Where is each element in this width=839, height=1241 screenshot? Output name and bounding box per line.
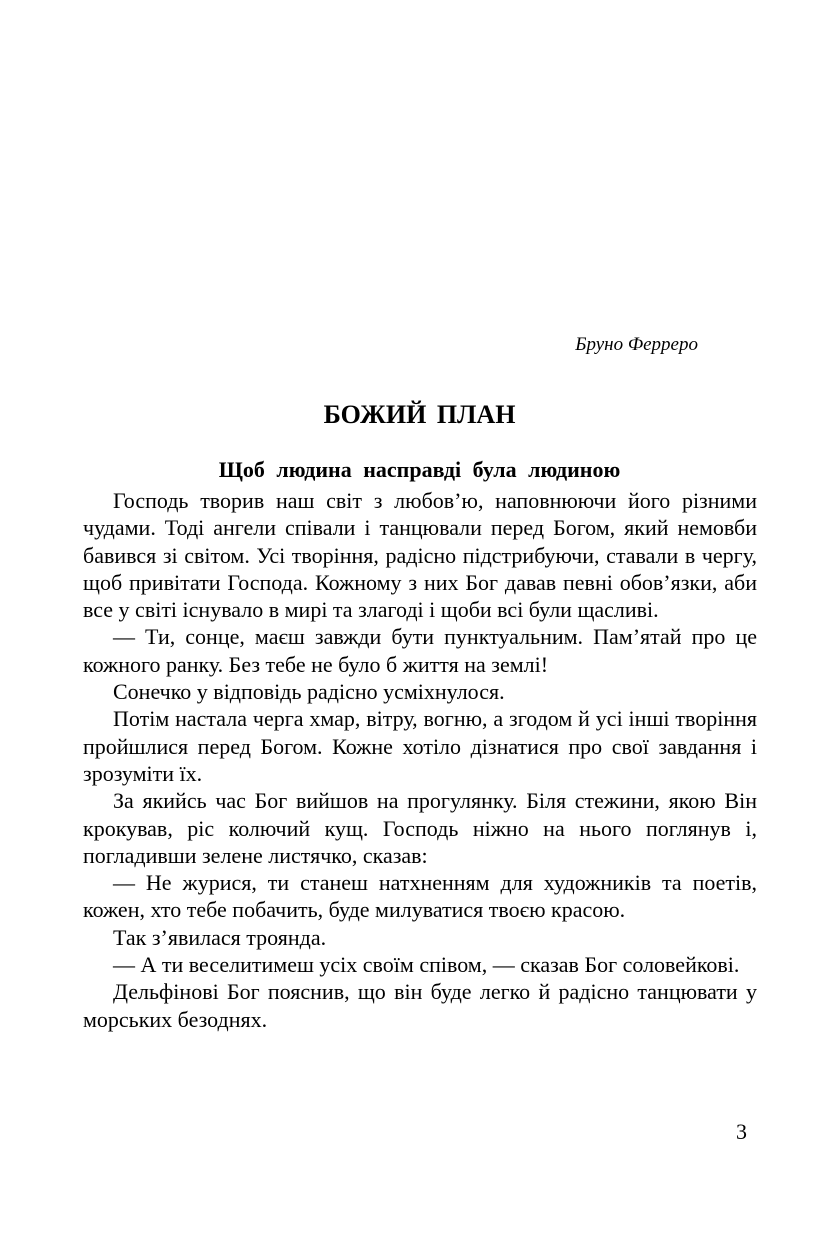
paragraph: Так з’явилася троянда.: [113, 924, 327, 950]
page-title: БОЖИЙ ПЛАН: [323, 400, 516, 429]
paragraph: — А ти веселитимеш усіх своїм співом, — сказав Бог соловейкові.: [113, 952, 740, 978]
paragraph: — Не журися, ти станеш натхненням для художників та поетів, кожен, хто тебе побачить, буде милуватися твоєю красою.: [83, 870, 757, 923]
paragraph: — Ти, сонце, маєш завжди бути пунктуальним. Пам’ятай про це кожного ранку. Без тебе не було б життя на землі!: [83, 624, 757, 677]
paragraph: Господь творив наш світ з любов’ю, наповнюючи його різними чудами. Тоді ангели співали і танцювали перед Богом, який немовби бавився зі світом. Усі творіння, радісно підстрибуючи, ставали в чергу, щоб привітати Господа. Кожному з них Бог давав певні обов’язки, аби все у світі існувало в мирі та злагоді і щоби всі були щасливі.: [83, 488, 757, 623]
page-number: 3: [736, 1119, 747, 1144]
paragraph: Сонечко у відповідь радісно усміхнулося.: [113, 679, 505, 705]
paragraph: Потім настала черга хмар, вітру, вогню, а згодом й усі інші творіння пройшлися перед Богом. Кожне хотіло дізнатися про свої завдання і зрозуміти їх.: [83, 706, 757, 786]
story-text: [83, 487, 757, 1033]
paragraph: Дельфінові Бог пояснив, що він буде легко й радісно танцювати у морських безоднях.: [83, 979, 757, 1032]
paragraph: За якийсь час Бог вийшов на прогулянку. Біля стежини, якою Він крокував, ріс колючий кущ. Господь ніжно на нього поглянув і, погладивши зелене листячко, сказав:: [83, 788, 757, 868]
author-name: Бруно Ферреро: [575, 334, 698, 355]
subtitle: Щоб людина насправді була людиною: [218, 457, 621, 482]
